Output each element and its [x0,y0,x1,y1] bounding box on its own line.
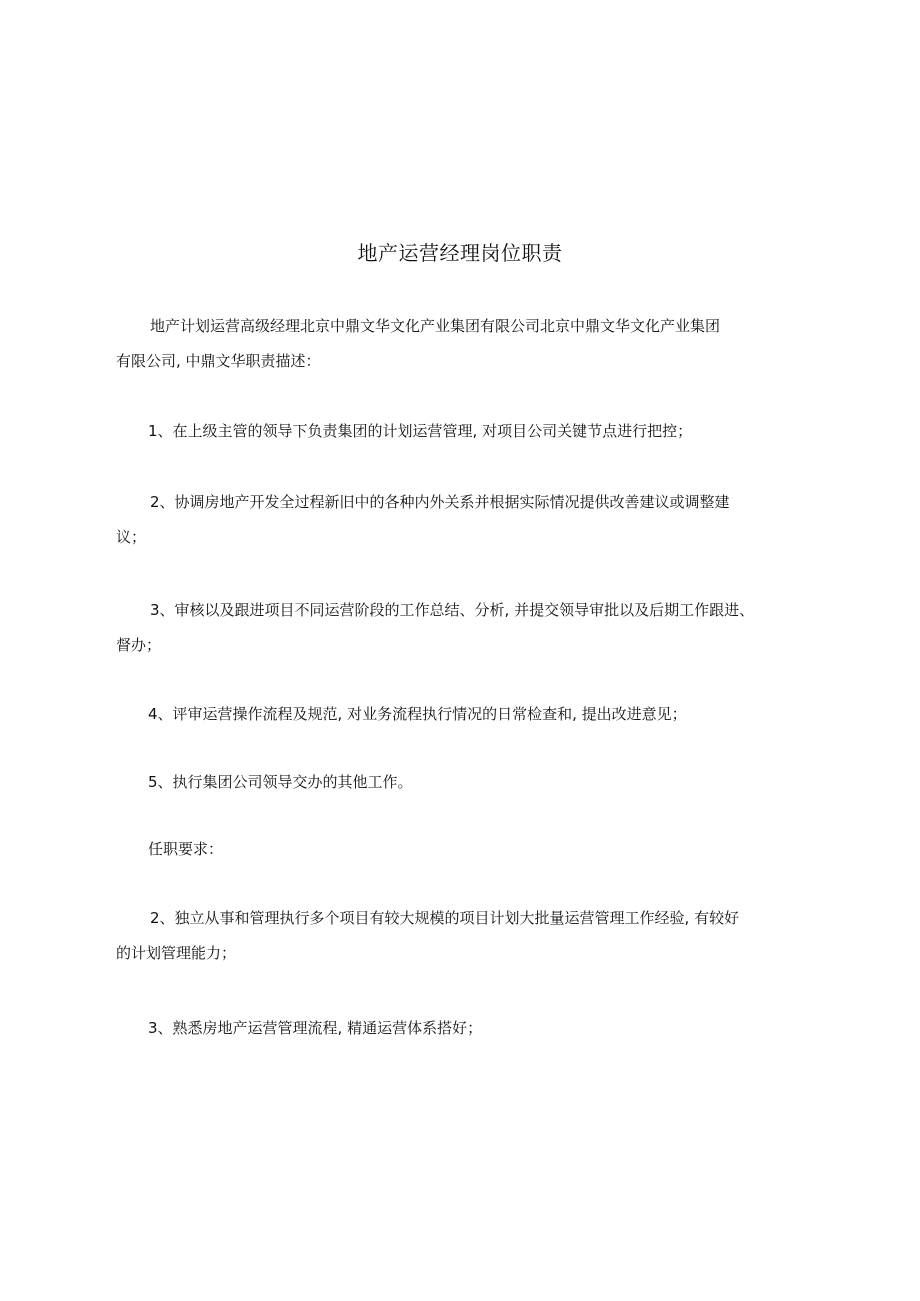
requirements-heading-text: 任职要求： [148,840,224,858]
requirement-item-3 [116,1011,812,1046]
requirement-item-2 [116,901,812,971]
duty-item-3 [116,593,812,663]
duty-item-1 [116,414,812,449]
requirement-item-3-text: 3、熟悉房地产运营管理流程, 精通运营体系搭好； [148,1019,483,1037]
duty-item-3-line-2: 督办； [116,636,162,654]
duty-item-2 [116,485,812,555]
document-title: 地产运营经理岗位职责 [357,241,563,265]
intro-paragraph [116,309,812,379]
duty-item-5 [116,765,812,800]
duty-item-4-text: 4、评审运营操作流程及规范, 对业务流程执行情况的日常检查和, 提出改进意见； [148,705,687,723]
duty-item-3-line-1: 3、审核以及跟进项目不同运营阶段的工作总结、分析, 并提交领导审批以及后期工作跟进、 [150,601,755,619]
intro-line-1: 地产计划运营高级经理北京中鼎文华文化产业集团有限公司北京中鼎文华文化产业集团 [150,317,721,335]
duty-item-2-line-1: 2、协调房地产开发全过程新旧中的各种内外关系并根据实际情况提供改善建议或调整建 [150,493,730,511]
duty-item-2-line-2: 议； [116,528,147,546]
requirement-item-2-line-1: 2、独立从事和管理执行多个项目有较大规模的项目计划大批量运营管理工作经验, 有较好 [150,909,740,927]
requirement-item-2-line-2: 的计划管理能力； [116,944,237,962]
intro-line-2: 有限公司, 中鼎文华职责描述： [116,352,321,370]
duty-item-4 [116,697,812,732]
duty-item-1-text: 1、在上级主管的领导下负责集团的计划运营管理, 对项目公司关键节点进行把控； [148,422,693,440]
requirements-heading [116,832,812,867]
duty-item-5-text: 5、执行集团公司领导交办的其他工作。 [148,773,413,791]
